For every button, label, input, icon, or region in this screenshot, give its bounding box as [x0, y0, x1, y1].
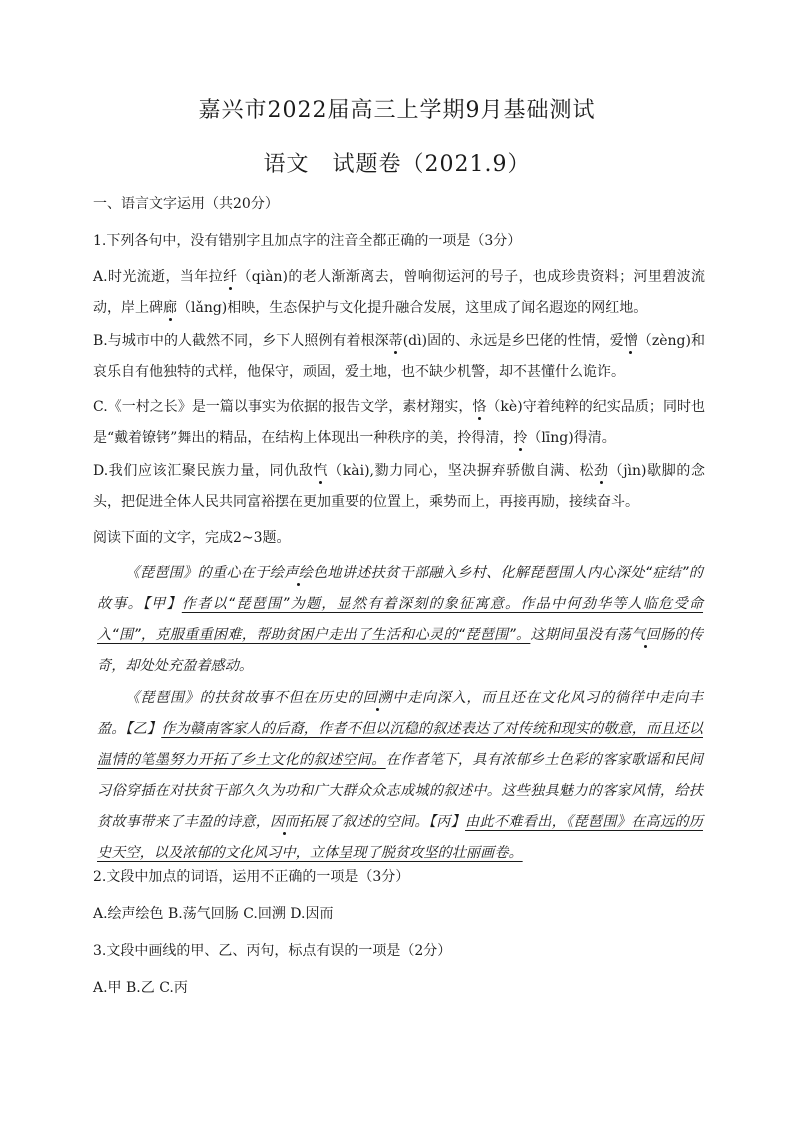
question-3-stem: 3.文段中画线的甲、乙、丙句，标点有误的一项是（2分） — [93, 943, 452, 959]
question-3-options: A.甲 B.乙 C.丙 — [93, 980, 188, 996]
page-subtitle: 语文 试题卷（2021.9） — [263, 152, 531, 177]
dotted-char: 恪 — [472, 399, 487, 415]
dotted-char: 劲 — [593, 463, 609, 479]
dotted-char: 蒂 — [388, 333, 403, 349]
question-1-option-d: D.我们应该汇聚民族力量，同仇敌忾（kài),勠力同心，坚决摒弃骄傲自满、松劲（jìn)歇脚的念头，把促进全体人民共同富裕摆在更加重要的位置上，乘势而上，再接再励，接续奋斗。 — [93, 463, 706, 510]
dotted-char: 憎 — [623, 333, 638, 349]
dotted-term: 绘声绘色 — [269, 565, 328, 581]
question-1-option-a: A.时光流逝，当年拉纤（qiàn)的老人渐渐离去，曾响彻运河的号子，也成珍贵资料；河里碧波流动，岸上碑廊（lǎng)相映，生态保护与文化提升融合发展，这里成了闻名遐迩的网红地。 — [93, 269, 706, 316]
dotted-term: 回溯 — [362, 690, 393, 706]
underlined-sentence-bing: 由此不难看出，《琵琶围》在高远的历史天空，以及浓郁的文化风习中，立体呈现了脱贫攻坚的壮丽画卷。 — [97, 814, 703, 861]
underlined-sentence-jia: 作者以“琵琶围”为题，显然有着深刻的象征寓意。作品中何劲华等人临危受命入“围”，克服重重困难，帮助贫困户走出了生活和心灵的“琵琶围”。 — [97, 596, 704, 643]
dotted-char: 拎 — [513, 430, 528, 446]
dotted-char: 纤 — [222, 269, 238, 285]
underlined-sentence-yi: 作为赣南客家人的后裔，作者不但以沉稳的叙述表达了对传统和现实的敬意，而且还以温情的笔墨努力开拓了乡土文化的叙述空间。 — [97, 721, 703, 768]
reading-intro: 阅读下面的文字，完成2~3题。 — [93, 530, 291, 546]
question-1-stem: 1.下列各句中，没有错别字且加点字的注音全都正确的一项是（3分） — [93, 233, 522, 249]
question-2-stem: 2.文段中加点的词语，运用不正确的一项是（3分） — [93, 869, 410, 885]
dotted-char: 忾 — [313, 463, 329, 479]
reading-paragraph-2: 《琵琶围》的扶贫故事不但在历史的回溯中走向深入，而且还在文化风习的徜徉中走向丰盈。【乙】作为赣南客家人的后裔，作者不但以沉稳的叙述表达了对传统和现实的敬意，而且还以温情的笔墨努力开拓了乡土文化的叙述空间。在作者笔下，具有浓郁乡土色彩的客家歌谣和民间习俗穿插在对扶贫干部久久为功和广大群众众志成城的叙述中。这些独具魅力的客家风情，给扶贫故事带来了丰盈的诗意，因而拓展了叙述的空间。【丙】由此不难看出，《琵琶围》在高远的历史天空，以及浓郁的文化风习中，立体呈现了脱贫攻坚的壮丽画卷。 — [97, 690, 703, 861]
dotted-term: 因而 — [270, 814, 299, 830]
dotted-term: 荡气回肠 — [616, 627, 675, 643]
reading-paragraph-1: 《琵琶围》的重心在于绘声绘色地讲述扶贫干部融入乡村、化解琵琶围人内心深处“症结”的故事。【甲】作者以“琵琶围”为题，显然有着深刻的象征寓意。作品中何劲华等人临危受命入“围”，克服重重困难，帮助贫困户走出了生活和心灵的“琵琶围”。这期间虽没有荡气回肠的传奇，却处处充盈着感动。 — [97, 565, 704, 674]
dotted-char: 廊 — [163, 300, 177, 316]
page-title: 嘉兴市2022届高三上学期9月基础测试 — [198, 98, 596, 123]
question-1-option-b: B.与城市中的人截然不同，乡下人照例有着根深蒂(dì)固的、永远是乡巴佬的性情，爱憎（zèng)和哀乐自有他独特的式样，他保守，顽固，爱土地，也不缺少机警，却不甚懂什么诡诈。 — [93, 333, 705, 380]
question-1-option-c: C.《一村之长》是一篇以事实为依据的报告文学，素材翔实，恪（kè)守着纯粹的纪实品质；同时也是“戴着镣铐”舞出的精品，在结构上体现出一种秩序的美，拎得清，拎（līng)得清。 — [93, 399, 706, 446]
section-heading: 一、语言文字运用（共20分） — [93, 196, 279, 212]
question-2-options: A.绘声绘色 B.荡气回肠 C.回溯 D.因而 — [93, 906, 334, 922]
